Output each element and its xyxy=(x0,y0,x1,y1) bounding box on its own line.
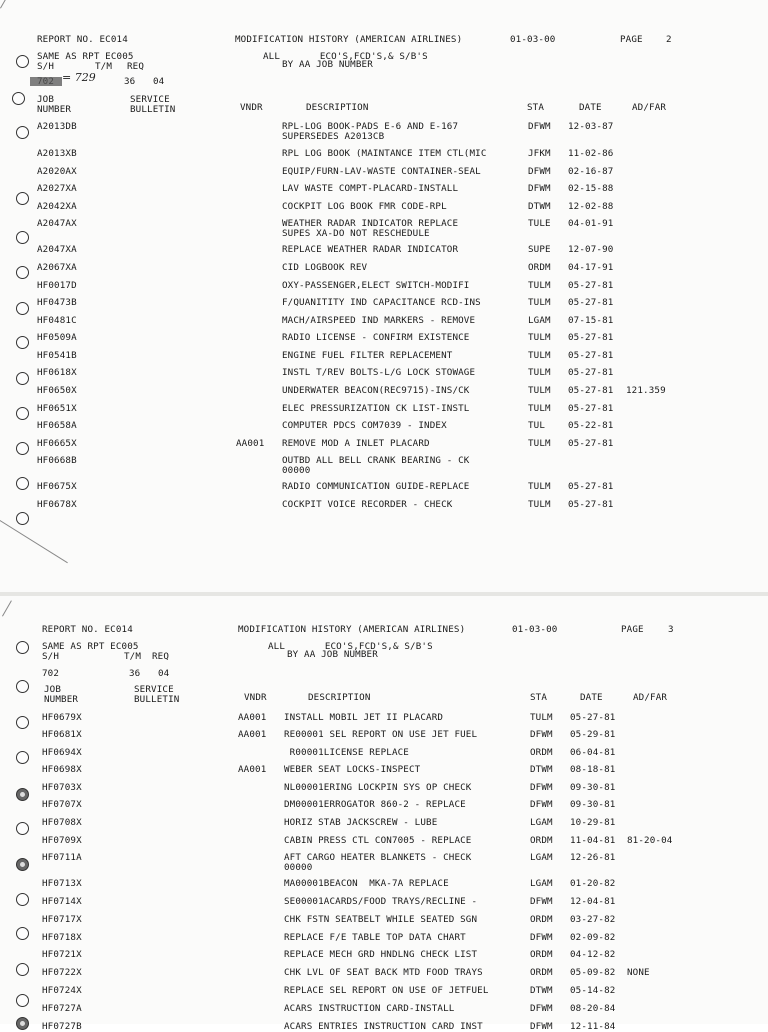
col-header-date: DATE xyxy=(580,692,603,703)
same-as-report: SAME AS RPT EC005 xyxy=(37,51,134,62)
row-station: LGAM xyxy=(528,315,551,326)
row-job-number: A2013XB xyxy=(37,148,77,159)
req-label: REQ xyxy=(127,61,145,72)
corner-mark xyxy=(0,0,12,9)
row-date: 12-03-87 xyxy=(568,121,614,132)
row-job-number: A2020AX xyxy=(37,166,77,177)
col-header-job-number: JOB NUMBER xyxy=(37,94,72,115)
row-job-number: HF0668B xyxy=(37,455,77,466)
col-header-service-bulletin: SERVICE BULLETIN xyxy=(130,94,176,115)
binder-hole-icon xyxy=(16,512,29,525)
row-station: DFWM xyxy=(530,896,553,907)
row-job-number: A2047AX xyxy=(37,218,77,229)
row-station: TULM xyxy=(528,403,551,414)
row-description: REPLACE SEL REPORT ON USE OF JETFUEL xyxy=(284,985,489,996)
row-station: TULM xyxy=(530,712,553,723)
row-date: 02-09-82 xyxy=(570,932,616,943)
row-job-number: HF0703X xyxy=(42,782,82,793)
req-value: 04 xyxy=(158,668,170,679)
report-date: 01-03-00 xyxy=(512,624,558,635)
row-job-number: HF0509A xyxy=(37,332,77,343)
row-description: NL00001ERING LOCKPIN SYS OP CHECK xyxy=(284,782,472,793)
row-station: TULM xyxy=(528,332,551,343)
report-title: MODIFICATION HISTORY (AMERICAN AIRLINES) xyxy=(235,34,463,45)
row-station: TULM xyxy=(528,280,551,291)
row-date: 05-29-81 xyxy=(570,729,616,740)
row-description: ELEC PRESSURIZATION CK LIST-INSTL xyxy=(282,403,470,414)
row-station: DFWM xyxy=(528,166,551,177)
row-ad-far: NONE xyxy=(627,967,650,978)
page-label: PAGE xyxy=(620,34,643,45)
row-station: TUL xyxy=(528,420,546,431)
filter-text: ALL ECO'S,FCD'S,& S/B'S xyxy=(268,641,433,652)
row-description: UNDERWATER BEACON(REC9715)-INS/CK xyxy=(282,385,470,396)
page-number: 2 xyxy=(666,34,672,45)
binder-hole-icon xyxy=(16,336,29,349)
binder-hole-icon xyxy=(16,893,29,906)
row-station: DFWM xyxy=(528,183,551,194)
col-header-description: DESCRIPTION xyxy=(306,102,369,113)
row-date: 02-15-88 xyxy=(568,183,614,194)
row-job-number: HF0709X xyxy=(42,835,82,846)
row-job-number: HF0541B xyxy=(37,350,77,361)
row-date: 12-02-88 xyxy=(568,201,614,212)
row-date: 05-27-81 xyxy=(568,297,614,308)
row-station: LGAM xyxy=(530,817,553,828)
binder-hole-icon xyxy=(16,680,29,693)
row-date: 05-27-81 xyxy=(570,712,616,723)
row-station: DFWM xyxy=(530,729,553,740)
row-description: WEATHER RADAR INDICATOR REPLACE SUPES XA-DO NOT RESCHEDULE xyxy=(282,218,459,239)
page-number: 3 xyxy=(668,624,674,635)
row-job-number: HF0724X xyxy=(42,985,82,996)
row-vendor: AA001 xyxy=(236,438,265,449)
row-description: CABIN PRESS CTL CON7005 - REPLACE xyxy=(284,835,472,846)
row-date: 05-27-81 xyxy=(568,403,614,414)
row-date: 05-22-81 xyxy=(568,420,614,431)
row-station: TULE xyxy=(528,218,551,229)
row-description: COCKPIT VOICE RECORDER - CHECK xyxy=(282,499,453,510)
row-station: DTWM xyxy=(528,201,551,212)
sh-label: S/H xyxy=(37,61,55,72)
row-date: 04-17-91 xyxy=(568,262,614,273)
binder-hole-icon xyxy=(16,788,29,801)
row-station: DTWM xyxy=(530,764,553,775)
row-station: DFWM xyxy=(528,121,551,132)
row-description: MACH/AIRSPEED IND MARKERS - REMOVE xyxy=(282,315,476,326)
row-date: 12-26-81 xyxy=(570,852,616,863)
tm-label: T/M xyxy=(95,61,113,72)
row-station: DTWM xyxy=(530,985,553,996)
row-date: 08-18-81 xyxy=(570,764,616,775)
row-description: RPL LOG BOOK (MAINTANCE ITEM CTL(MIC xyxy=(282,148,487,159)
tm-value: 36 xyxy=(124,76,136,87)
row-description: CID LOGBOOK REV xyxy=(282,262,368,273)
report-number: REPORT NO. EC014 xyxy=(37,34,128,45)
row-job-number: HF0665X xyxy=(37,438,77,449)
binder-hole-icon xyxy=(16,963,29,976)
row-station: TULM xyxy=(528,499,551,510)
row-job-number: HF0708X xyxy=(42,817,82,828)
row-vendor: AA001 xyxy=(238,729,267,740)
sh-value: 702 xyxy=(42,668,60,679)
row-job-number: HF0713X xyxy=(42,878,82,889)
row-description: REPLACE MECH GRD HNDLNG CHECK LIST xyxy=(284,949,478,960)
row-date: 05-27-81 xyxy=(568,385,614,396)
row-date: 12-04-81 xyxy=(570,896,616,907)
row-job-number: HF0727B xyxy=(42,1021,82,1032)
row-station: TULM xyxy=(528,297,551,308)
col-header-vndr: VNDR xyxy=(240,102,263,113)
row-job-number: HF0714X xyxy=(42,896,82,907)
row-description: CHK LVL OF SEAT BACK MTD FOOD TRAYS xyxy=(284,967,483,978)
row-date: 04-12-82 xyxy=(570,949,616,960)
row-job-number: HF0722X xyxy=(42,967,82,978)
binder-hole-icon xyxy=(16,641,29,654)
row-date: 08-20-84 xyxy=(570,1003,616,1014)
row-job-number: HF0618X xyxy=(37,367,77,378)
binder-hole-icon xyxy=(16,231,29,244)
col-header-job-number: JOB NUMBER xyxy=(44,684,79,705)
row-date: 09-30-81 xyxy=(570,782,616,793)
row-job-number: HF0679X xyxy=(42,712,82,723)
col-header-description: DESCRIPTION xyxy=(308,692,371,703)
row-date: 10-29-81 xyxy=(570,817,616,828)
row-description: REPLACE F/E TABLE TOP DATA CHART xyxy=(284,932,466,943)
row-description: WEBER SEAT LOCKS-INSPECT xyxy=(284,764,421,775)
row-date: 05-27-81 xyxy=(568,438,614,449)
binder-hole-icon xyxy=(16,477,29,490)
row-job-number: HF0694X xyxy=(42,747,82,758)
row-station: DFWM xyxy=(530,799,553,810)
col-header-date: DATE xyxy=(579,102,602,113)
col-header-sta: STA xyxy=(527,102,545,113)
binder-hole-icon xyxy=(16,858,29,871)
row-description: RE00001 SEL REPORT ON USE JET FUEL xyxy=(284,729,478,740)
row-job-number: HF0651X xyxy=(37,403,77,414)
row-job-number: A2042XA xyxy=(37,201,77,212)
row-date: 05-27-81 xyxy=(568,280,614,291)
row-job-number: HF0675X xyxy=(37,481,77,492)
row-job-number: A2067XA xyxy=(37,262,77,273)
row-description: CHK FSTN SEATBELT WHILE SEATED SGN xyxy=(284,914,478,925)
row-date: 02-16-87 xyxy=(568,166,614,177)
row-job-number: A2027XA xyxy=(37,183,77,194)
row-date: 05-09-82 xyxy=(570,967,616,978)
row-description: COCKPIT LOG BOOK FMR CODE-RPL xyxy=(282,201,447,212)
row-description: REMOVE MOD A INLET PLACARD xyxy=(282,438,430,449)
row-date: 05-27-81 xyxy=(568,332,614,343)
report-date: 01-03-00 xyxy=(510,34,556,45)
row-description: SE00001ACARDS/FOOD TRAYS/RECLINE - xyxy=(284,896,478,907)
binder-hole-icon xyxy=(16,55,29,68)
row-description: OUTBD ALL BELL CRANK BEARING - CK 00000 xyxy=(282,455,470,476)
report-title: MODIFICATION HISTORY (AMERICAN AIRLINES) xyxy=(238,624,466,635)
row-description: AFT CARGO HEATER BLANKETS - CHECK 00000 xyxy=(284,852,472,873)
row-date: 05-27-81 xyxy=(568,499,614,510)
row-description: F/QUANITITY IND CAPACITANCE RCD-INS xyxy=(282,297,481,308)
row-station: SUPE xyxy=(528,244,551,255)
row-description: HORIZ STAB JACKSCREW - LUBE xyxy=(284,817,438,828)
row-station: TULM xyxy=(528,481,551,492)
row-date: 05-27-81 xyxy=(568,350,614,361)
row-description: INSTL T/REV BOLTS-L/G LOCK STOWAGE xyxy=(282,367,476,378)
binder-hole-icon xyxy=(16,994,29,1007)
binder-hole-icon xyxy=(16,1017,29,1030)
row-station: ORDM xyxy=(530,949,553,960)
row-description: RADIO COMMUNICATION GUIDE-REPLACE xyxy=(282,481,470,492)
redaction-smudge xyxy=(30,77,62,86)
row-vendor: AA001 xyxy=(238,764,267,775)
row-date: 09-30-81 xyxy=(570,799,616,810)
row-description: ACARS INSTRUCTION CARD-INSTALL xyxy=(284,1003,455,1014)
row-job-number: HF0711A xyxy=(42,852,82,863)
col-header-vndr: VNDR xyxy=(244,692,267,703)
fold-mark xyxy=(0,520,68,563)
col-header-ad-far: AD/FAR xyxy=(632,102,667,113)
row-ad-far: 121.359 xyxy=(626,385,666,396)
row-station: LGAM xyxy=(530,878,553,889)
row-job-number: HF0650X xyxy=(37,385,77,396)
same-as-report: SAME AS RPT EC005 xyxy=(42,641,139,652)
row-job-number: HF0681X xyxy=(42,729,82,740)
sort-by: BY AA JOB NUMBER xyxy=(282,59,373,70)
handwritten-annotation: = 729 xyxy=(62,71,96,84)
row-station: TULM xyxy=(528,350,551,361)
row-date: 11-02-86 xyxy=(568,148,614,159)
row-station: JFKM xyxy=(528,148,551,159)
row-description: INSTALL MOBIL JET II PLACARD xyxy=(284,712,444,723)
row-date: 11-04-81 xyxy=(570,835,616,846)
binder-hole-icon xyxy=(12,92,25,105)
binder-hole-icon xyxy=(16,822,29,835)
row-vendor: AA001 xyxy=(238,712,267,723)
row-job-number: A2047XA xyxy=(37,244,77,255)
binder-hole-icon xyxy=(16,266,29,279)
report-number: REPORT NO. EC014 xyxy=(42,624,133,635)
row-description: ACARS ENTRIES INSTRUCTION CARD INST xyxy=(284,1021,483,1032)
binder-hole-icon xyxy=(16,372,29,385)
binder-hole-icon xyxy=(16,192,29,205)
row-description: COMPUTER PDCS COM7039 - INDEX xyxy=(282,420,447,431)
row-job-number: HF0017D xyxy=(37,280,77,291)
binder-hole-icon xyxy=(16,442,29,455)
row-date: 03-27-82 xyxy=(570,914,616,925)
req-value: 04 xyxy=(153,76,165,87)
row-station: ORDM xyxy=(530,914,553,925)
row-date: 05-14-82 xyxy=(570,985,616,996)
row-job-number: HF0707X xyxy=(42,799,82,810)
row-date: 12-07-90 xyxy=(568,244,614,255)
row-job-number: HF0717X xyxy=(42,914,82,925)
col-header-service-bulletin: SERVICE BULLETIN xyxy=(134,684,180,705)
row-station: DFWM xyxy=(530,1021,553,1032)
binder-hole-icon xyxy=(16,927,29,940)
row-description: LAV WASTE COMPT-PLACARD-INSTALL xyxy=(282,183,459,194)
row-date: 12-11-84 xyxy=(570,1021,616,1032)
row-description: ENGINE FUEL FILTER REPLACEMENT xyxy=(282,350,453,361)
row-date: 07-15-81 xyxy=(568,315,614,326)
row-job-number: HF0698X xyxy=(42,764,82,775)
row-station: LGAM xyxy=(530,852,553,863)
row-station: TULM xyxy=(528,367,551,378)
row-station: ORDM xyxy=(530,967,553,978)
filter-text: ALL ECO'S,FCD'S,& S/B'S xyxy=(263,51,428,62)
row-description: RADIO LICENSE - CONFIRM EXISTENCE xyxy=(282,332,470,343)
binder-hole-icon xyxy=(16,751,29,764)
row-station: TULM xyxy=(528,385,551,396)
row-job-number: HF0678X xyxy=(37,499,77,510)
report-page-3 xyxy=(0,596,768,1032)
row-station: ORDM xyxy=(530,747,553,758)
sort-by: BY AA JOB NUMBER xyxy=(287,649,378,660)
page-label: PAGE xyxy=(621,624,644,635)
tm-label: T/M xyxy=(124,651,142,662)
col-header-ad-far: AD/FAR xyxy=(633,692,668,703)
row-job-number: A2013DB xyxy=(37,121,77,132)
binder-hole-icon xyxy=(16,716,29,729)
binder-hole-icon xyxy=(16,126,29,139)
row-job-number: HF0481C xyxy=(37,315,77,326)
row-job-number: HF0718X xyxy=(42,932,82,943)
row-ad-far: 81-20-04 xyxy=(627,835,673,846)
row-station: DFWM xyxy=(530,1003,553,1014)
row-date: 05-27-81 xyxy=(568,481,614,492)
row-description: OXY-PASSENGER,ELECT SWITCH-MODIFI xyxy=(282,280,470,291)
row-station: ORDM xyxy=(528,262,551,273)
row-job-number: HF0658A xyxy=(37,420,77,431)
row-description: EQUIP/FURN-LAV-WASTE CONTAINER-SEAL xyxy=(282,166,481,177)
corner-mark xyxy=(2,600,12,616)
row-date: 06-04-81 xyxy=(570,747,616,758)
row-job-number: HF0721X xyxy=(42,949,82,960)
binder-hole-icon xyxy=(16,302,29,315)
row-description: MA00001BEACON MKA-7A REPLACE xyxy=(284,878,449,889)
row-description: RPL-LOG BOOK-PADS E-6 AND E-167 SUPERSEDES A2013CB xyxy=(282,121,459,142)
row-station: DFWM xyxy=(530,782,553,793)
row-station: TULM xyxy=(528,438,551,449)
tm-value: 36 xyxy=(129,668,141,679)
req-label: REQ xyxy=(152,651,170,662)
row-station: ORDM xyxy=(530,835,553,846)
row-job-number: HF0473B xyxy=(37,297,77,308)
row-date: 04-01-91 xyxy=(568,218,614,229)
row-date: 05-27-81 xyxy=(568,367,614,378)
row-station: DFWM xyxy=(530,932,553,943)
binder-hole-icon xyxy=(16,407,29,420)
row-description: R00001LICENSE REPLACE xyxy=(284,747,409,758)
row-date: 01-20-82 xyxy=(570,878,616,889)
col-header-sta: STA xyxy=(530,692,548,703)
row-description: REPLACE WEATHER RADAR INDICATOR xyxy=(282,244,459,255)
row-description: DM00001ERROGATOR 860-2 - REPLACE xyxy=(284,799,466,810)
row-job-number: HF0727A xyxy=(42,1003,82,1014)
sh-label: S/H xyxy=(42,651,60,662)
